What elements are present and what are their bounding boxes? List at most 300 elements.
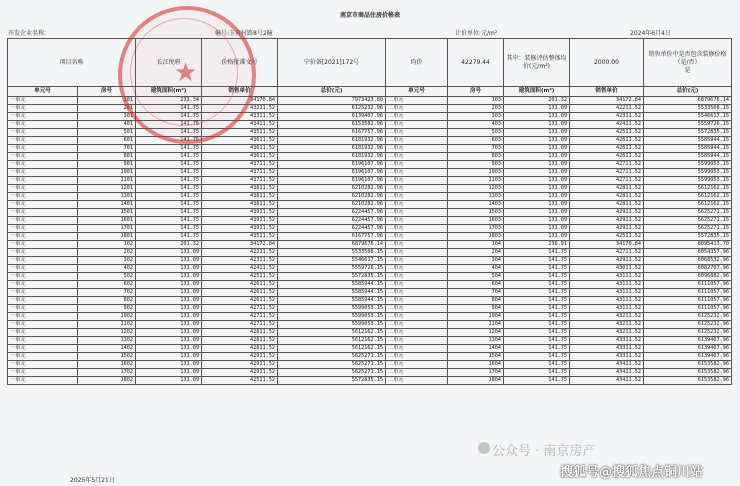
company-seal [118,6,256,144]
table-cell: 141.75 [136,209,202,217]
table-cell: 131.09 [504,225,570,233]
table-row [8,345,732,353]
table-cell: 5599053.15 [644,161,732,169]
table-cell: 42511.52 [202,273,278,281]
table-cell: 43811.52 [202,193,278,201]
table-cell: 1101 [78,177,136,185]
table-row [8,313,732,321]
table-cell: 131.09 [136,249,202,257]
table-cell: 一单元 [8,289,78,297]
seal-star-icon: ★ [174,58,198,88]
table-cell: 131.09 [504,121,570,129]
table-cell: 1104 [448,321,504,329]
table-cell: 131.09 [136,305,202,313]
table-cell: 一单元 [8,321,78,329]
table-cell: 103 [448,97,504,105]
table-cell: 42911.52 [570,217,644,225]
table-cell: 一单元 [8,265,78,273]
table-row [8,177,732,185]
table-cell: 202 [78,249,136,257]
table-cell: 43511.52 [202,129,278,137]
table-cell: 1302 [78,337,136,345]
table-cell: 5612162.15 [644,185,732,193]
table-cell: 6082707.96 [644,265,732,273]
table-cell: 141.75 [136,161,202,169]
table-cell: 43111.52 [570,297,644,305]
table-cell: 131.09 [504,161,570,169]
table-cell: 42911.52 [570,257,644,265]
table-cell: 141.75 [136,177,202,185]
table-cell: 42411.52 [570,121,644,129]
table-cell: 141.75 [136,137,202,145]
table-cell: 5599053.15 [644,169,732,177]
table-cell: 42711.52 [202,313,278,321]
table-cell: 42911.52 [202,353,278,361]
table-cell: 二单元 [386,193,448,201]
table-cell: 1601 [78,217,136,225]
table-cell: 131.09 [504,193,570,201]
table-cell: 141.75 [136,193,202,201]
table-cell: 43011.52 [570,265,644,273]
table-row [8,257,732,265]
table-cell: 801 [78,153,136,161]
table-row [8,369,732,377]
table-cell: 二单元 [386,329,448,337]
table-cell: 5585944.15 [278,281,386,289]
table-cell: 42911.52 [202,361,278,369]
table-cell: 43611.52 [202,153,278,161]
table-cell: 42811.52 [570,185,644,193]
table-cell: 一单元 [8,105,78,113]
table-cell: 1801 [78,233,136,241]
table-cell: 一单元 [8,177,78,185]
table-cell: 42611.52 [202,297,278,305]
table-cell: 一单元 [8,273,78,281]
table-cell: 43311.52 [570,345,644,353]
table-row [8,201,732,209]
table-cell: 131.09 [136,361,202,369]
table-cell: 5625271.15 [644,209,732,217]
table-cell: 43411.52 [202,121,278,129]
table-cell: 702 [78,289,136,297]
col-room: 房号 [78,87,136,97]
table-cell: 二单元 [386,201,448,209]
table-cell: 5546617.15 [278,257,386,265]
table-cell: 1203 [448,185,504,193]
table-cell: 5612162.15 [644,201,732,209]
table-cell: 一单元 [8,313,78,321]
table-cell: 43211.52 [570,321,644,329]
avg-value: 42279.44 [448,39,504,87]
table-cell: 二单元 [386,289,448,297]
table-cell: 141.75 [136,169,202,177]
table-cell: 1501 [78,209,136,217]
table-row [8,321,732,329]
table-cell: 5612162.15 [644,193,732,201]
table-cell: 1002 [78,313,136,321]
table-cell: 43711.52 [202,177,278,185]
table-cell: 42811.52 [570,193,644,201]
table-cell: 二单元 [386,361,448,369]
table-cell: 一单元 [8,329,78,337]
table-cell: 6879676.14 [278,241,386,249]
table-row [8,113,732,121]
col-unit: 单元号 [8,87,78,97]
table-cell: 6210282.96 [278,201,386,209]
table-cell: 43211.52 [202,105,278,113]
table-cell: 二单元 [386,249,448,257]
table-cell: 43311.52 [202,113,278,121]
table-cell: 5625271.15 [644,217,732,225]
table-cell: 42711.52 [570,161,644,169]
approval-label: 价格批准文号 [202,39,278,87]
table-cell: 5625271.15 [278,361,386,369]
table-cell: 6210282.96 [278,193,386,201]
table-cell: 131.09 [136,345,202,353]
table-cell: 43411.52 [570,377,644,385]
table-cell: 一单元 [8,185,78,193]
table-cell: 131.09 [136,297,202,305]
table-cell: 1102 [78,321,136,329]
table-cell: 131.09 [504,233,570,241]
table-row [8,249,732,257]
table-cell: 141.75 [136,113,202,121]
site-watermark: 搜狐号@搜狐焦点铜川站 [560,465,704,480]
table-cell: 141.75 [504,265,570,273]
table-cell: 34172.84 [570,97,644,105]
table-cell: 1704 [448,369,504,377]
table-cell: 131.09 [136,353,202,361]
table-cell: 42211.52 [570,105,644,113]
table-cell: 一单元 [8,249,78,257]
table-row [8,121,732,129]
table-cell: 一单元 [8,113,78,121]
table-cell: 102 [78,241,136,249]
table-cell: 43811.52 [202,185,278,193]
table-cell: 42911.52 [202,369,278,377]
table-cell: 131.09 [136,273,202,281]
table-cell: 43111.52 [570,273,644,281]
table-cell: 5546617.15 [644,113,732,121]
table-cell: 42811.52 [570,201,644,209]
table-cell: 131.09 [136,313,202,321]
table-cell: 42711.52 [570,249,644,257]
approval-number: 宁价备[2021]172号 [278,39,386,87]
table-cell: 1201 [78,185,136,193]
table-row [8,193,732,201]
table-cell: 二单元 [386,233,448,241]
table-cell: 131.09 [136,377,202,385]
table-cell: 5572835.15 [278,377,386,385]
table-cell: 一单元 [8,337,78,345]
table-cell: 301 [78,113,136,121]
table-row [8,169,732,177]
table-cell: 一单元 [8,217,78,225]
table-cell: 5585944.15 [644,153,732,161]
table-cell: 二单元 [386,305,448,313]
table-cell: 42611.52 [570,137,644,145]
table-cell: 6139407.96 [644,345,732,353]
table-cell: 401 [78,121,136,129]
table-cell: 304 [448,257,504,265]
table-cell: 1004 [448,313,504,321]
table-cell: 34172.84 [202,241,278,249]
table-cell: 1502 [78,353,136,361]
table-cell: 203 [448,105,504,113]
table-cell: 141.75 [504,337,570,345]
table-cell: 42511.52 [570,129,644,137]
table-row [8,145,732,153]
table-cell: 141.75 [504,329,570,337]
table-row [8,241,732,249]
table-cell: 6153582.96 [644,361,732,369]
table-cell: 141.75 [136,153,202,161]
table-cell: 二单元 [386,313,448,321]
table-cell: 二单元 [386,377,448,385]
table-cell: 141.75 [136,201,202,209]
table-cell: 901 [78,161,136,169]
table-cell: 二单元 [386,105,448,113]
table-cell: 131.09 [504,113,570,121]
table-cell: 131.09 [136,257,202,265]
table-cell: 403 [448,121,504,129]
table-cell: 131.09 [504,209,570,217]
table-cell: 141.75 [504,257,570,265]
table-cell: 1003 [448,169,504,177]
table-row [8,185,732,193]
table-cell: 141.75 [504,281,570,289]
table-cell: 141.75 [504,289,570,297]
table-cell: 402 [78,265,136,273]
table-cell: 6196107.96 [278,161,386,169]
table-cell: 一单元 [8,209,78,217]
col-unit-price-2: 销售单价 [570,87,644,97]
table-cell: 一单元 [8,129,78,137]
table-cell: 131.09 [504,145,570,153]
table-cell: 43111.52 [570,305,644,313]
table-cell: 42211.52 [202,249,278,257]
col-area: 建筑面积(m²) [136,87,202,97]
table-cell: 6224457.96 [278,217,386,225]
table-row [8,337,732,345]
decoration-note [644,39,732,87]
table-cell: 5612162.15 [278,345,386,353]
table-cell: 5599053.15 [278,313,386,321]
table-cell: 131.09 [504,185,570,193]
table-cell: 42611.52 [202,281,278,289]
table-cell: 42811.52 [202,345,278,353]
table-cell: 43211.52 [570,329,644,337]
col-room-2: 房号 [448,87,504,97]
table-cell: 43111.52 [570,289,644,297]
table-cell: 141.75 [504,361,570,369]
sheet-title: 南京市商品住房价格表 [339,12,400,19]
table-cell: 5599053.15 [278,321,386,329]
table-cell: 5625271.15 [278,353,386,361]
table-cell: 43211.52 [570,313,644,321]
table-cell: 43311.52 [570,353,644,361]
table-cell: 6167757.96 [278,129,386,137]
table-cell: 二单元 [386,97,448,105]
table-cell: 42911.52 [570,225,644,233]
table-cell: 42611.52 [202,289,278,297]
table-cell: 101 [78,97,136,105]
table-cell: 1503 [448,209,504,217]
table-cell: 131.09 [136,289,202,297]
table-cell: 1701 [78,225,136,233]
table-cell: 701 [78,145,136,153]
table-cell: 一单元 [8,257,78,265]
table-cell: 131.09 [504,129,570,137]
table-cell: 204 [448,249,504,257]
table-cell: 42711.52 [570,169,644,177]
table-row [8,377,732,385]
table-cell: 1301 [78,193,136,201]
table-cell: 6125232.96 [278,105,386,113]
table-cell: 34170.84 [570,241,644,249]
table-cell: 5533508.15 [644,105,732,113]
table-cell: 二单元 [386,185,448,193]
col-total-2: 总价(元) [644,87,732,97]
table-cell: 1402 [78,345,136,353]
table-cell: 5572835.15 [644,129,732,137]
table-cell: 6153582.96 [644,377,732,385]
table-cell: 一单元 [8,361,78,369]
table-cell: 二单元 [386,273,448,281]
table-cell: 141.75 [504,273,570,281]
table-row [8,233,732,241]
table-cell: 42711.52 [202,305,278,313]
table-cell: 一单元 [8,225,78,233]
table-cell: 141.75 [504,321,570,329]
table-cell: 6153582.96 [278,121,386,129]
decoration-label: 其中：装修评估整体均价(元/m²) [504,39,570,87]
col-total: 总价(元) [278,87,386,97]
table-cell: 6111057.96 [644,289,732,297]
table-cell: 1802 [78,377,136,385]
table-cell: 141.75 [504,297,570,305]
table-cell: 404 [448,265,504,273]
table-cell: 43511.52 [202,233,278,241]
table-cell: 141.75 [136,129,202,137]
decoration-value: 2000.00 [570,39,644,87]
table-cell: 902 [78,305,136,313]
table-cell: 6879676.14 [644,97,732,105]
source-watermark: 公众号 · 南京房产 [492,444,596,459]
table-cell: 二单元 [386,369,448,377]
col-area-2: 建筑面积(m²) [504,87,570,97]
table-cell: 1204 [448,329,504,337]
table-cell: 141.75 [136,105,202,113]
table-cell: 二单元 [386,337,448,345]
table-cell: 6111057.96 [644,297,732,305]
table-cell: 1103 [448,177,504,185]
table-cell: 6139407.96 [278,113,386,121]
table-cell: 一单元 [8,153,78,161]
table-cell: 5585944.15 [644,145,732,153]
table-cell: 42311.52 [570,113,644,121]
table-cell: 1304 [448,337,504,345]
decoration-note-value: 是 [684,66,691,74]
table-cell: 141.75 [136,185,202,193]
table-cell: 502 [78,273,136,281]
table-cell: 42411.52 [202,265,278,273]
table-cell: 703 [448,145,504,153]
table-cell: 6181932.96 [278,153,386,161]
table-cell: 904 [448,305,504,313]
table-cell: 131.09 [136,281,202,289]
table-row [8,281,732,289]
table-cell: 二单元 [386,217,448,225]
table-cell: 42611.52 [570,153,644,161]
table-cell: 二单元 [386,321,448,329]
table-cell: 104 [448,241,504,249]
table-cell: 二单元 [386,281,448,289]
table-cell: 1001 [78,169,136,177]
table-row [8,97,732,105]
table-cell: 一单元 [8,137,78,145]
table-cell: 42811.52 [202,329,278,337]
price-table [7,38,732,385]
table-cell: 131.09 [504,217,570,225]
table-cell: 5625271.15 [278,369,386,377]
project-label: 项目名称 [8,39,136,87]
table-cell: 二单元 [386,169,448,177]
table-cell: 二单元 [386,241,448,249]
table-cell: 43911.52 [202,225,278,233]
table-cell: 131.09 [504,201,570,209]
table-cell: 1401 [78,201,136,209]
table-cell: 503 [448,129,504,137]
table-cell: 一单元 [8,169,78,177]
table-cell: 43611.52 [202,137,278,145]
table-cell: 43311.52 [570,337,644,345]
wechat-logo-icon [478,442,490,454]
table-cell: 一单元 [8,145,78,153]
col-unit-price: 销售单价 [202,87,278,97]
table-cell: 二单元 [386,209,448,217]
table-row [8,137,732,145]
header-row [8,39,732,87]
table-row [8,289,732,297]
table-cell: 43711.52 [202,161,278,169]
table-cell: 43911.52 [202,209,278,217]
table-cell: 二单元 [386,153,448,161]
table-cell: 1504 [448,353,504,361]
table-cell: 6224457.96 [278,225,386,233]
table-cell: 6153582.96 [644,369,732,377]
table-cell: 二单元 [386,121,448,129]
table-cell: 1202 [78,329,136,337]
table-cell: 1804 [448,377,504,385]
table-cell: 5585944.15 [278,297,386,305]
table-cell: 一单元 [8,161,78,169]
table-cell: 236.91 [504,241,570,249]
table-cell: 二单元 [386,137,448,145]
document-date: 2024年6月4日 [630,30,671,37]
address-fragment: 幢号:玉荷村路8号2幢 [215,30,273,37]
table-cell: 131.09 [504,137,570,145]
table-cell: 131.09 [504,153,570,161]
table-cell: 8095413.70 [644,241,732,249]
table-cell: 504 [448,273,504,281]
table-row [8,305,732,313]
table-cell: 5625271.15 [644,225,732,233]
table-cell: 5585944.15 [644,137,732,145]
table-row [8,329,732,337]
table-cell: 5599053.15 [278,305,386,313]
table-cell: 二单元 [386,129,448,137]
